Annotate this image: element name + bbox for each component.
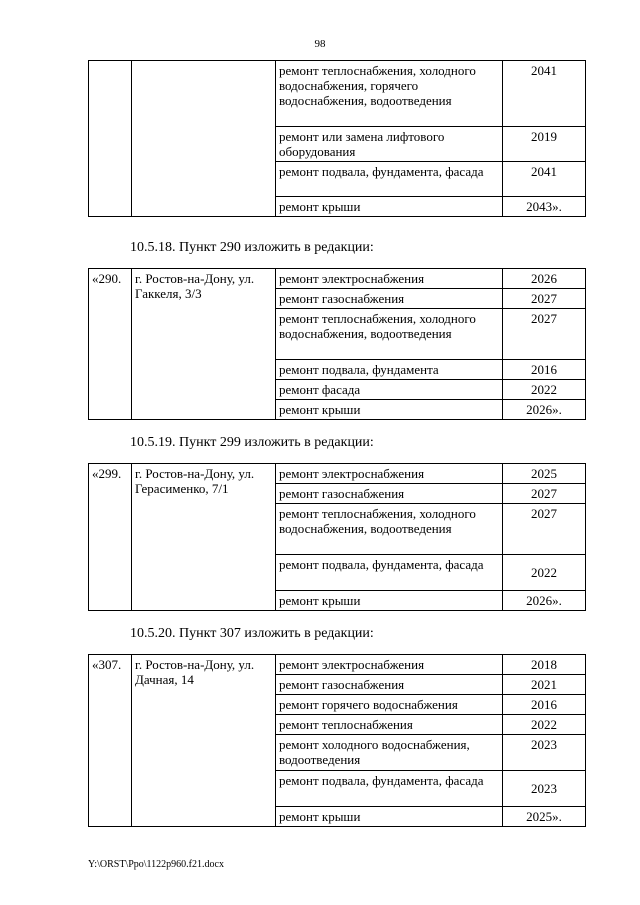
year-cell: 2027 — [503, 504, 586, 555]
year-cell: 2025». — [503, 807, 586, 827]
work-cell: ремонт крыши — [276, 807, 503, 827]
item-number-cell: «307. — [89, 655, 132, 827]
table-row — [89, 464, 586, 484]
year-cell: 2026». — [503, 400, 586, 420]
section-heading-307: 10.5.20. Пункт 307 изложить в редакции: — [130, 626, 374, 641]
address-cell — [132, 61, 276, 217]
year-cell: 2019 — [503, 127, 586, 162]
address-cell: г. Ростов-на-Дону, ул. Гаккеля, 3/3 — [132, 269, 276, 420]
work-cell: ремонт газоснабжения — [276, 484, 503, 504]
table-item-290 — [88, 268, 586, 420]
section-heading-299: 10.5.19. Пункт 299 изложить в редакции: — [130, 435, 374, 450]
work-cell: ремонт крыши — [276, 400, 503, 420]
work-cell: ремонт горячего водоснабжения — [276, 695, 503, 715]
year-cell: 2041 — [503, 61, 586, 127]
table-item-299 — [88, 463, 586, 611]
year-cell: 2023 — [503, 771, 586, 807]
work-cell: ремонт фасада — [276, 380, 503, 400]
year-cell: 2025 — [503, 464, 586, 484]
year-cell: 2026 — [503, 269, 586, 289]
year-cell: 2023 — [503, 735, 586, 771]
year-cell: 2027 — [503, 289, 586, 309]
table-row — [89, 655, 586, 675]
work-cell: ремонт газоснабжения — [276, 289, 503, 309]
year-cell: 2022 — [503, 555, 586, 591]
work-cell: ремонт холодного водоснабжения, водоотведения — [276, 735, 503, 771]
year-cell: 2041 — [503, 162, 586, 197]
item-number-cell: «290. — [89, 269, 132, 420]
work-cell: ремонт теплоснабжения — [276, 715, 503, 735]
work-cell: ремонт крыши — [276, 197, 503, 217]
year-cell: 2027 — [503, 484, 586, 504]
year-cell: 2016 — [503, 695, 586, 715]
work-cell: ремонт теплоснабжения, холодного водоснабжения, горячего водоснабжения, водоотведения — [276, 61, 503, 127]
work-cell: ремонт крыши — [276, 591, 503, 611]
page-number: 98 — [314, 38, 326, 50]
year-cell: 2016 — [503, 360, 586, 380]
year-cell: 2043». — [503, 197, 586, 217]
year-cell: 2027 — [503, 309, 586, 360]
table-row — [89, 269, 586, 289]
table-continued — [88, 60, 586, 217]
work-cell: ремонт электроснабжения — [276, 269, 503, 289]
item-number-cell: «299. — [89, 464, 132, 611]
year-cell: 2018 — [503, 655, 586, 675]
year-cell: 2022 — [503, 715, 586, 735]
table-row — [89, 61, 586, 127]
work-cell: ремонт электроснабжения — [276, 464, 503, 484]
work-cell: ремонт теплоснабжения, холодного водоснабжения, водоотведения — [276, 309, 503, 360]
work-cell: ремонт теплоснабжения, холодного водоснабжения, водоотведения — [276, 504, 503, 555]
work-cell: ремонт газоснабжения — [276, 675, 503, 695]
work-cell: ремонт подвала, фундамента, фасада — [276, 162, 503, 197]
address-cell: г. Ростов-на-Дону, ул. Герасименко, 7/1 — [132, 464, 276, 611]
footer-file-path: Y:\ORST\Ppo\1122p960.f21.docx — [88, 859, 224, 870]
year-cell: 2022 — [503, 380, 586, 400]
work-cell: ремонт электроснабжения — [276, 655, 503, 675]
year-cell: 2021 — [503, 675, 586, 695]
work-cell: ремонт подвала, фундамента, фасада — [276, 771, 503, 807]
section-heading-290: 10.5.18. Пункт 290 изложить в редакции: — [130, 240, 374, 255]
item-number-cell — [89, 61, 132, 217]
table-item-307 — [88, 654, 586, 827]
address-cell: г. Ростов-на-Дону, ул. Дачная, 14 — [132, 655, 276, 827]
work-cell: ремонт или замена лифтового оборудования — [276, 127, 503, 162]
year-cell: 2026». — [503, 591, 586, 611]
work-cell: ремонт подвала, фундамента, фасада — [276, 555, 503, 591]
work-cell: ремонт подвала, фундамента — [276, 360, 503, 380]
